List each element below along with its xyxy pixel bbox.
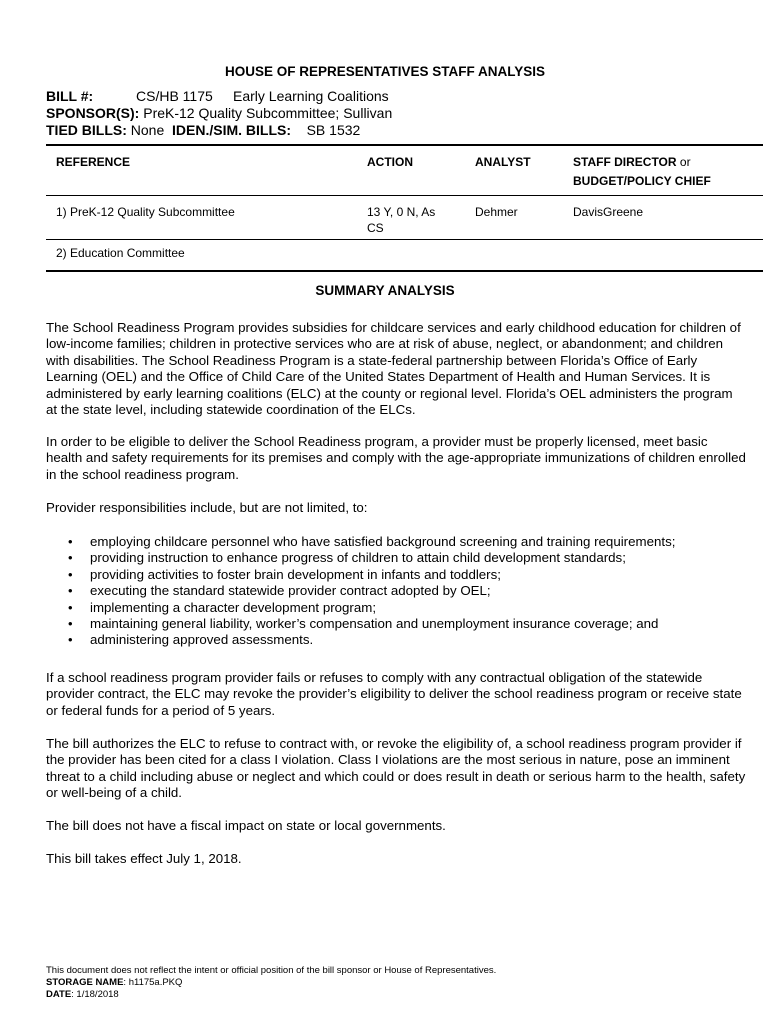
bullet-icon: • <box>68 534 73 549</box>
list-item: • executing the standard statewide provider contract adopted by OEL; <box>68 583 491 599</box>
row1-director: DavisGreene <box>573 205 644 219</box>
bill-line <box>46 88 389 104</box>
document-title: HOUSE OF REPRESENTATIVES STAFF ANALYSIS <box>224 64 546 79</box>
table-bottom-rule <box>46 270 763 272</box>
provider-responsibilities-list <box>46 534 746 649</box>
header-action: ACTION <box>367 155 413 169</box>
tied-bills-value: None <box>130 122 165 138</box>
summary-paragraph-2: In order to be eligible to deliver the School Readiness program, a provider must be properly licensed, meet basic health and safety requirements for its premises and comply with the age-appropriate immunizations of children enrolled in the school readiness program. <box>46 434 746 482</box>
list-item: • implementing a character development program; <box>68 599 377 615</box>
summary-paragraph-1: The School Readiness Program provides subsidies for childcare services and early childhood education for children of low-income families; children in protective services who are at risk of abuse, neglect, or abandonment; and children with disabilities. The School Readiness Program is a state-federal partnership between Florida’s Office of Early Learning (OEL) and the Office of Child Care of the United States Department of Health and Human Services. It is administered by early learning coalitions (ELC) at the county or regional level. Florida’s OEL administers the program at the state level, including statewide coordination of the ELCs. <box>46 320 741 418</box>
header-staff-director-label: STAFF DIRECTOR <box>573 155 677 169</box>
header-or: or <box>679 155 691 169</box>
footer-date <box>46 989 119 1000</box>
summary-paragraph-5: The bill authorizes the ELC to refuse to contract with, or revoke the eligibility of, a school readiness program provider if the provider has been cited for a class I violation. Class I violations are the most serious in nature, pose an imminent threat to a child including abuse or neglect and which could or does result in death or serious harm to the health, safety or well-being of a child. <box>46 736 746 801</box>
footer-storage-name <box>46 977 182 988</box>
row1-analyst: Dehmer <box>475 205 518 219</box>
row2-reference: 2) Education Committee <box>56 246 185 260</box>
list-item: • employing childcare personnel who have satisfied background screening and training requirements; <box>68 534 676 549</box>
row1-action <box>367 204 453 236</box>
date-label: DATE <box>46 989 72 1000</box>
list-item: • maintaining general liability, worker’s compensation and unemployment insurance coverage; and <box>68 616 659 632</box>
summary-paragraph-7: This bill takes effect July 1, 2018. <box>46 851 242 866</box>
list-item: • providing activities to foster brain development in infants and toddlers; <box>68 566 501 582</box>
summary-paragraph-6: The bill does not have a fiscal impact on state or local governments. <box>46 818 446 833</box>
bullet-icon: • <box>68 616 73 632</box>
sponsors-line <box>46 105 392 121</box>
row1-action-line2: CS <box>367 221 384 235</box>
iden-sim-label: IDEN./SIM. BILLS: <box>172 122 292 138</box>
iden-sim-value: SB 1532 <box>306 122 361 138</box>
date-value: : 1/18/2018 <box>71 989 119 1000</box>
row1-rule <box>46 239 763 240</box>
table-header-rule <box>46 195 763 196</box>
list-item: • administering approved assessments. <box>68 632 314 648</box>
bill-number: CS/HB 1175 <box>136 88 213 104</box>
bill-title: Early Learning Coalitions <box>233 88 389 104</box>
sponsors-value: PreK-12 Quality Subcommittee; Sullivan <box>143 105 393 121</box>
bill-label: BILL #: <box>46 88 94 104</box>
list-item: • providing instruction to enhance progress of children to attain child development standards; <box>68 550 626 566</box>
tied-bills-line <box>46 122 360 138</box>
summary-paragraph-4: If a school readiness program provider fails or refuses to comply with any contractual obligation of the statewide provider contract, the ELC may revoke the provider’s eligibility to deliver the school readiness program or receive state or federal funds for a period of 5 years. <box>46 670 742 718</box>
header-budget-chief: BUDGET/POLICY CHIEF <box>573 174 711 188</box>
sponsors-label: SPONSOR(S): <box>46 105 140 121</box>
bullet-icon: • <box>68 632 73 648</box>
bullet-icon: • <box>68 599 73 615</box>
header-staff-director <box>573 154 763 170</box>
storage-value: : h1175a.PKQ <box>123 977 183 988</box>
header-reference: REFERENCE <box>56 155 131 169</box>
bullet-icon: • <box>68 566 73 582</box>
summary-title: SUMMARY ANALYSIS <box>315 283 455 298</box>
bullet-icon: • <box>68 550 73 566</box>
tied-bills-label: TIED BILLS: <box>46 122 127 138</box>
row1-reference: 1) PreK-12 Quality Subcommittee <box>56 205 235 219</box>
bullet-icon: • <box>68 583 73 599</box>
table-top-rule <box>46 144 763 146</box>
row1-action-line1: 13 Y, 0 N, As <box>367 205 436 219</box>
storage-label: STORAGE NAME <box>46 977 124 988</box>
footer-disclaimer: This document does not reflect the intent or official position of the bill sponsor or House of Representatives. <box>46 965 497 976</box>
summary-paragraph-3: Provider responsibilities include, but are not limited, to: <box>46 500 368 515</box>
header-analyst: ANALYST <box>475 155 531 169</box>
